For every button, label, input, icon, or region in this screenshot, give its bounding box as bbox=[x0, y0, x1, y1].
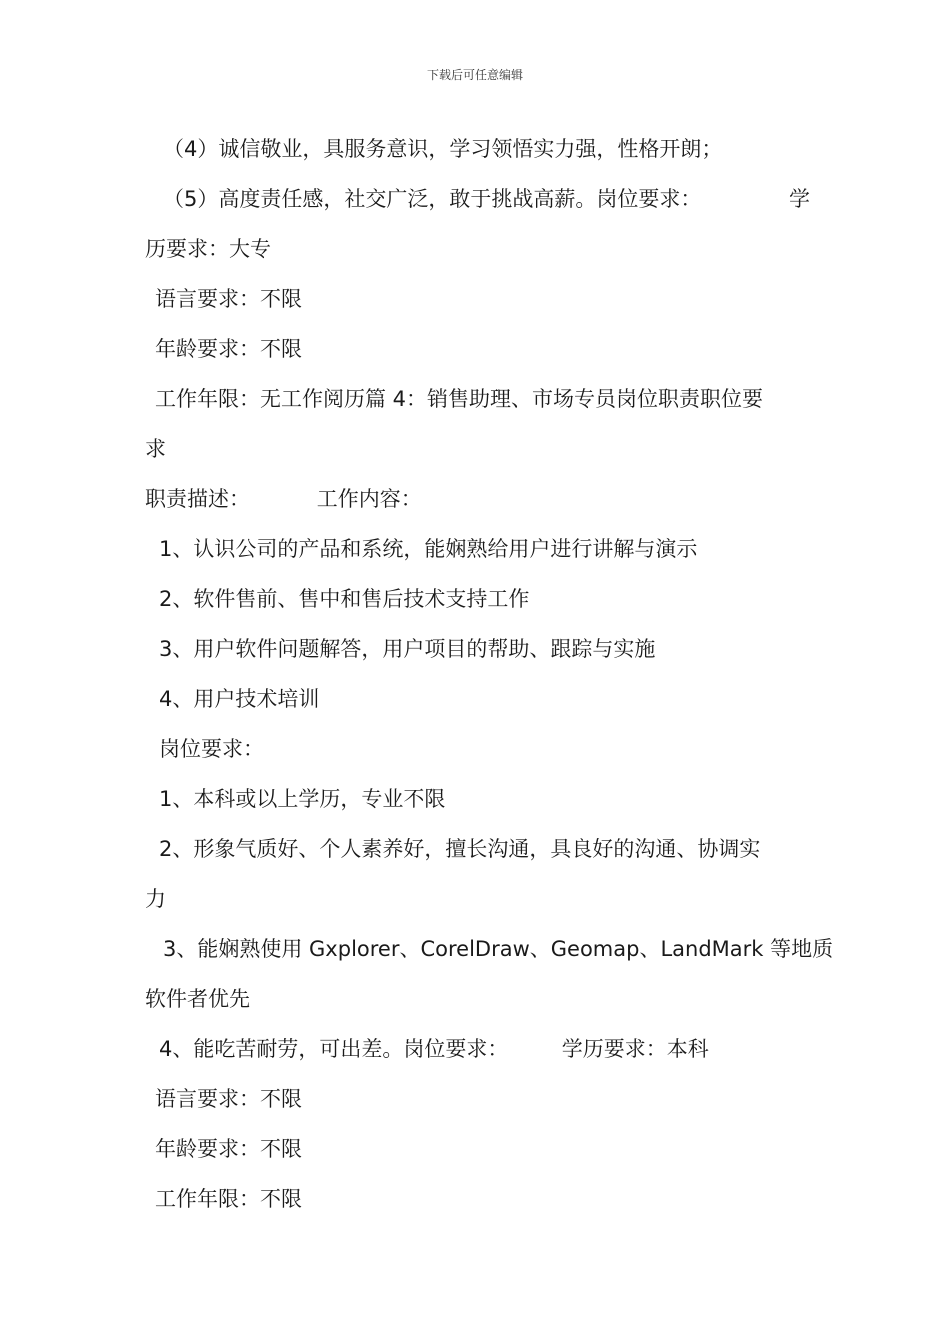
text-line: 2、软件售前、售中和售后技术支持工作 bbox=[159, 587, 530, 611]
text-line: 4、能吃苦耐劳，可出差。岗位要求： 学历要求：本科 bbox=[159, 1037, 709, 1061]
text-line bbox=[145, 178, 810, 228]
text-line: 工作年限：无工作阅历篇 4：销售助理、市场专员岗位职责职位要 bbox=[155, 387, 764, 411]
text-line-right: 学 bbox=[789, 187, 810, 211]
text-line-left: （5）高度责任感，社交广泛，敢于挑战高薪。岗位要求： bbox=[163, 187, 702, 211]
text-line: 4、用户技术培训 bbox=[159, 687, 320, 711]
text-line: 工作年限：不限 bbox=[155, 1187, 302, 1211]
text-line: 历要求：大专 bbox=[145, 237, 271, 261]
text-line: 职责描述： 工作内容： bbox=[145, 487, 422, 511]
text-line: 软件者优先 bbox=[145, 987, 250, 1011]
text-line: 语言要求：不限 bbox=[155, 1087, 302, 1111]
text-line: 年龄要求：不限 bbox=[155, 1137, 302, 1161]
text-line: （4）诚信敬业，具服务意识，学习领悟实力强，性格开朗； bbox=[163, 137, 723, 161]
page-header: 下载后可任意编辑 bbox=[426, 68, 523, 82]
text-line: 语言要求：不限 bbox=[155, 287, 302, 311]
text-line: 1、认识公司的产品和系统，能娴熟给用户进行讲解与演示 bbox=[159, 537, 698, 561]
document-body bbox=[145, 128, 834, 1228]
text-line: 年龄要求：不限 bbox=[155, 337, 302, 361]
text-line: 岗位要求： bbox=[159, 737, 264, 761]
text-line: 力 bbox=[145, 887, 166, 911]
text-line: 1、本科或以上学历，专业不限 bbox=[159, 787, 446, 811]
text-line: 3、用户软件问题解答，用户项目的帮助、跟踪与实施 bbox=[159, 637, 656, 661]
text-line: 3、能娴熟使用 Gxplorer、CorelDraw、Geomap、LandMark 等地质 bbox=[163, 937, 834, 961]
text-line: 求 bbox=[145, 437, 166, 461]
text-line: 2、形象气质好、个人素养好，擅长沟通，具良好的沟通、协调实 bbox=[159, 837, 761, 861]
